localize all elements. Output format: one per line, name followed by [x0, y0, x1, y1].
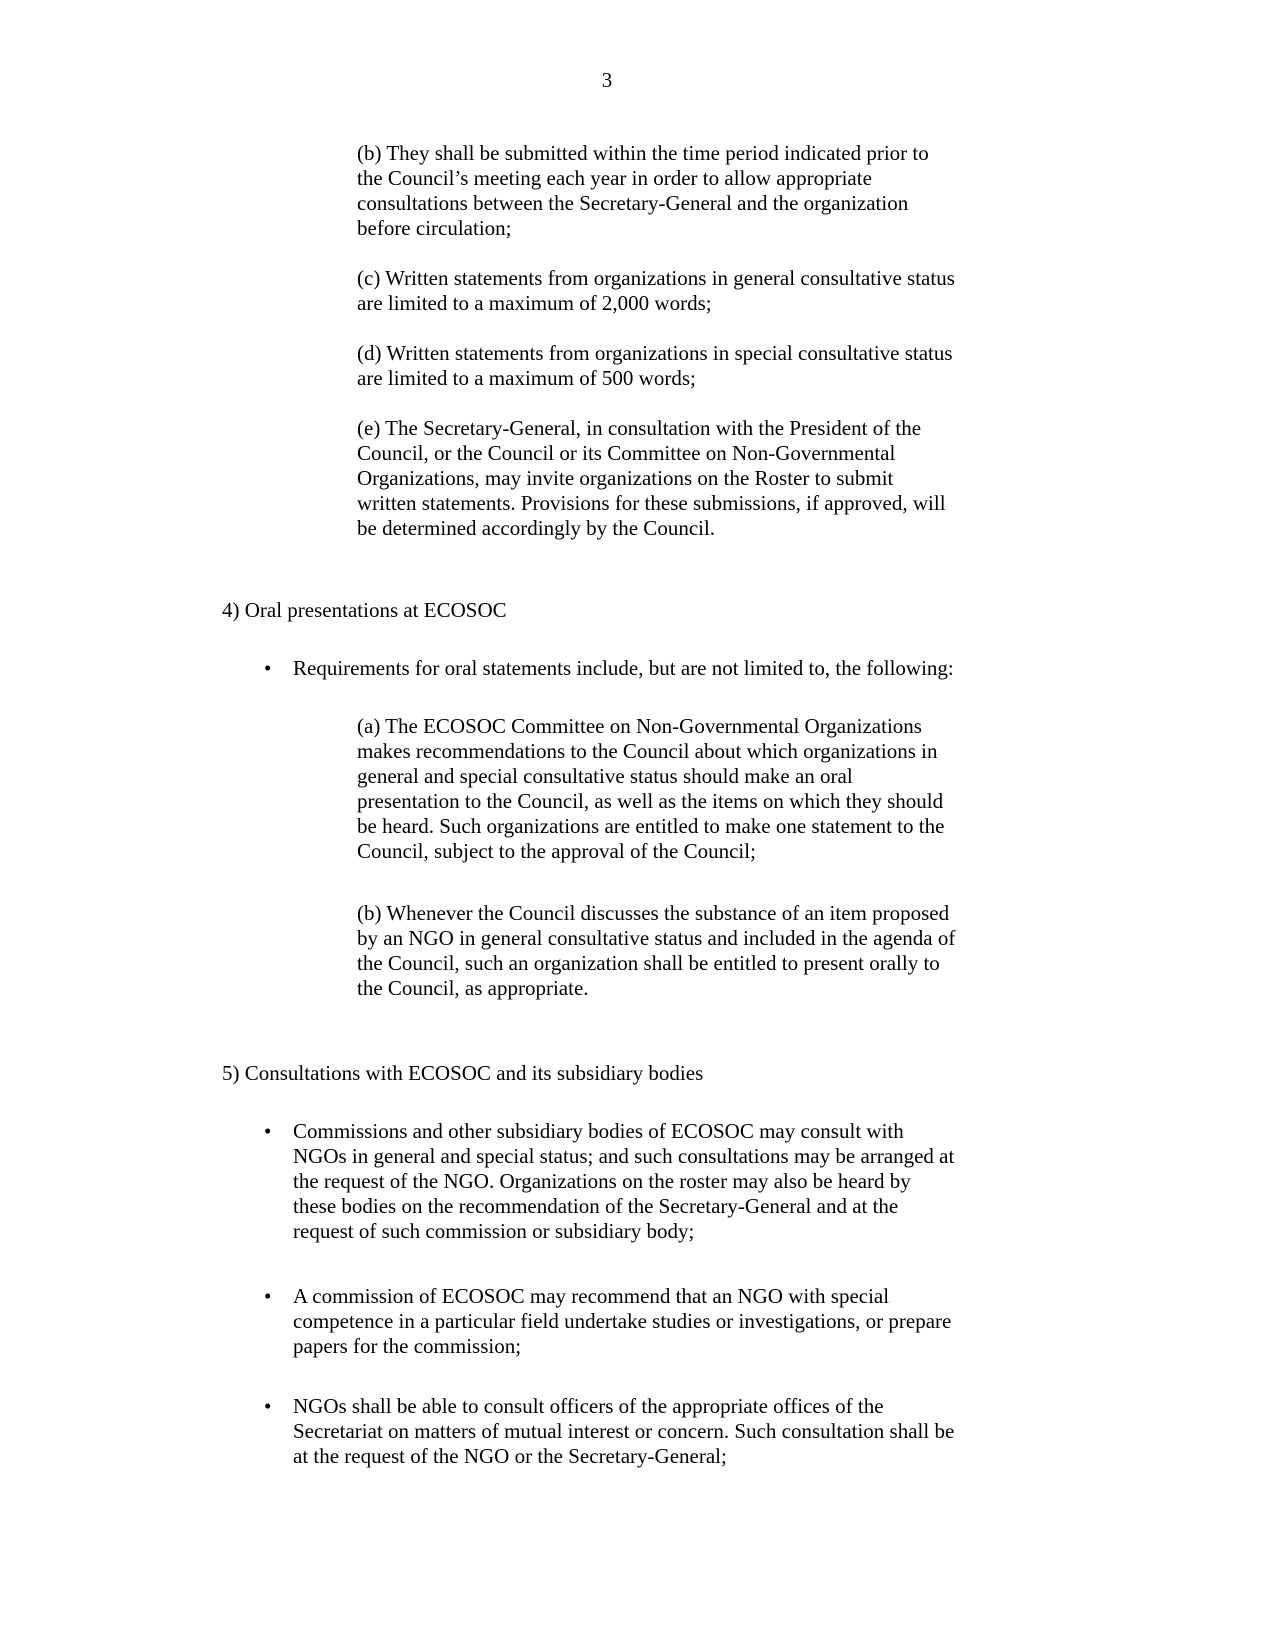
bullet-marker: •: [264, 1119, 272, 1143]
bullet-text: NGOs shall be able to consult officers of the appropriate offices of the Secretariat on matters of mutual interest or concern. Such consultation shall be at the request of the NGO or the Secretary-General;: [293, 1394, 955, 1468]
bullet-text: A commission of ECOSOC may recommend that an NGO with special competence in a particular field undertake studies or investigations, or prepare papers for the commission;: [293, 1284, 952, 1358]
para-written-statements-time-period: (b) They shall be submitted within the time period indicated prior to the Council’s meeting each year in order to allow appropriate consultations between the Secretary-General and the organization before circulation;: [357, 141, 929, 240]
bullet-item-commission-recommend-studies: [264, 1284, 951, 1359]
para-roster-invitations: (e) The Secretary-General, in consultation with the President of the Council, or the Council or its Committee on Non-Governmental Organizations, may invite organizations on the Roster to submit written statements. Provisions for these submissions, if approved, will be determined accordingly by the Council.: [357, 416, 946, 540]
para-general-status-word-limit: (c) Written statements from organizations in general consultative status are limited to a maximum of 2,000 words;: [357, 266, 955, 315]
para-committee-recommendations: (a) The ECOSOC Committee on Non-Governmental Organizations makes recommendations to the Council about which organizations in general and special consultative status should make an oral presentation to the Council, as well as the items on which they should be heard. Such organizations are entitled to make one statement to the Council, subject to the approval of the Council;: [357, 714, 945, 863]
bullet-marker: •: [264, 1394, 272, 1418]
bullet-marker: •: [264, 1284, 272, 1308]
bullet-text: Requirements for oral statements include, but are not limited to, the following:: [293, 656, 954, 680]
bullet-item-commissions-consult: [264, 1119, 954, 1244]
bullet-text: Commissions and other subsidiary bodies of ECOSOC may consult with NGOs in general and special status; and such consultations may be arranged at the request of the NGO. Organizations on the roster may also be heard by these bodies on the recommendation of the Secretary-General and at the request of such commission or subsidiary body;: [293, 1119, 955, 1243]
page-number: 3: [601, 68, 613, 92]
para-agenda-item-oral-presentation: (b) Whenever the Council discusses the substance of an item proposed by an NGO in general consultative status and included in the agenda of the Council, such an organization shall be entitled to present orally to the Council, as appropriate.: [357, 901, 956, 1000]
para-special-status-word-limit: (d) Written statements from organizations in special consultative status are limited to a maximum of 500 words;: [357, 341, 953, 390]
bullet-item-oral-requirements: [264, 656, 954, 681]
bullet-marker: •: [264, 656, 272, 680]
section-heading-consultations: 5) Consultations with ECOSOC and its subsidiary bodies: [222, 1061, 704, 1085]
section-heading-oral-presentations: 4) Oral presentations at ECOSOC: [222, 598, 507, 622]
bullet-item-ngos-consult-secretariat: [264, 1394, 954, 1469]
